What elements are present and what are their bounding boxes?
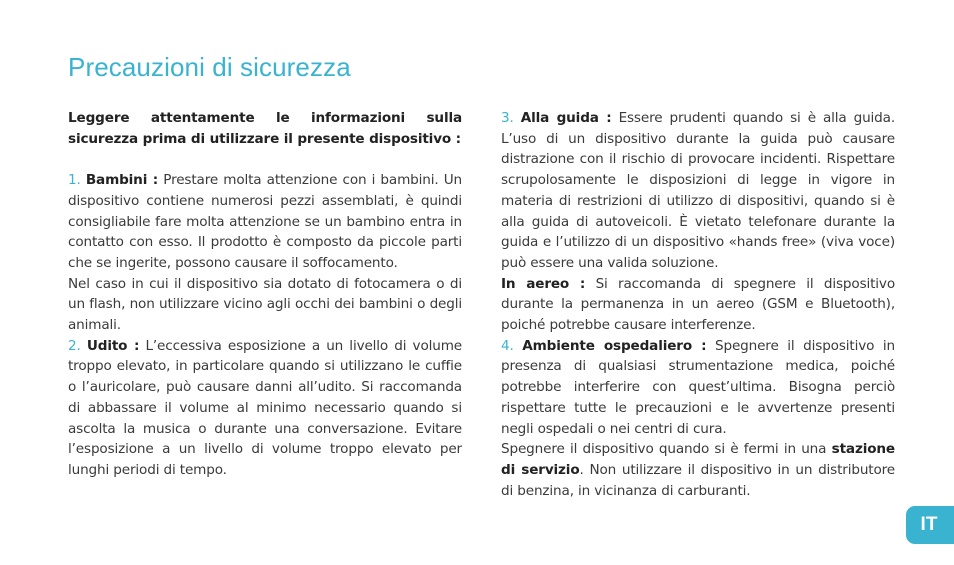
item-children-extra: Nel caso in cui il dispositivo sia dotato di fotocamera o di un flash, non utilizzare vicino agli occhi dei bambini o degli animali. [68,275,462,334]
right-column [501,108,895,501]
item-text: Spegnere il dispositivo in presenza di qualsiasi strumentazione medica, poiché potrebbe interferire con quest’ultima. Bisogna perciò rispettare tutte le precauzioni e le avvertenze presenti negli ospedali o nei centri di cura. [501,337,895,437]
item-text: Essere prudenti quando si è alla guida. L’uso di un dispositivo durante la guida può causare distrazione con il rischio di provocare incidenti. Rispettare scrupolosamente le disposizioni di legge in vigore in materia di restrizioni di utilizzo di dispositivi, quando si è alla guida di autoveicoli. È vietato telefonare durante la guida e l’utilizzo di un dispositivo «hands free» (viva voce) può essere una valida soluzione. [501,110,895,271]
item-number: 2. [68,337,81,354]
item-pretext: Spegnere il dispositivo quando si è fermi in una [501,441,832,458]
item-heading: Bambini : [85,172,159,189]
item-children [68,170,462,274]
item-hearing [68,336,462,481]
item-gas-station [501,439,895,501]
item-airplane [501,274,895,336]
language-tab: IT [906,506,954,544]
intro-text: Leggere attentamente le informazioni sulla sicurezza prima di utilizzare il presente dispositivo : [68,110,462,147]
item-number: 1. [68,172,81,189]
item-number: 3. [501,110,514,126]
item-driving [501,108,895,274]
page-title: Precauzioni di sicurezza [68,52,351,82]
item-heading: Alla guida : [520,110,612,126]
left-column [68,108,462,481]
item-hospital [501,336,895,440]
item-text: Prestare molta attenzione con i bambini. Un dispositivo contiene numerosi pezzi assemblati, è quindi consigliabile fare molta attenzione se un bambino entra in contatto con esso. Il prodotto è composto da piccole parti che se ingerite, possono causare il soffocamento. [68,172,462,271]
item-heading: stazione di servizio [501,441,895,478]
item-heading: In aereo : [501,275,586,292]
item-heading: Udito : [86,337,140,354]
item-text: L’eccessiva esposizione a un livello di volume troppo elevato, in particolare quando si utilizzano le cuffie o l’auricolare, può causare danni all’udito. Si raccomanda di abbassare il volume al minimo necessario quando si ascolta la musica o durante una conversazione. Evitare l’esposizione a un livello di volume troppo elevato per lunghi periodi di tempo. [68,337,463,478]
item-heading: Ambiente ospedaliero : [522,337,707,354]
item-text: . Non utilizzare il dispositivo in un distributore di benzina, in vicinanza di carburanti. [501,461,895,499]
item-number: 4. [501,337,514,354]
item-text: Si raccomanda di spegnere il dispositivo durante la permanenza in un aereo (GSM e Bluetooth), poiché potrebbe causare interferenze. [501,275,895,334]
